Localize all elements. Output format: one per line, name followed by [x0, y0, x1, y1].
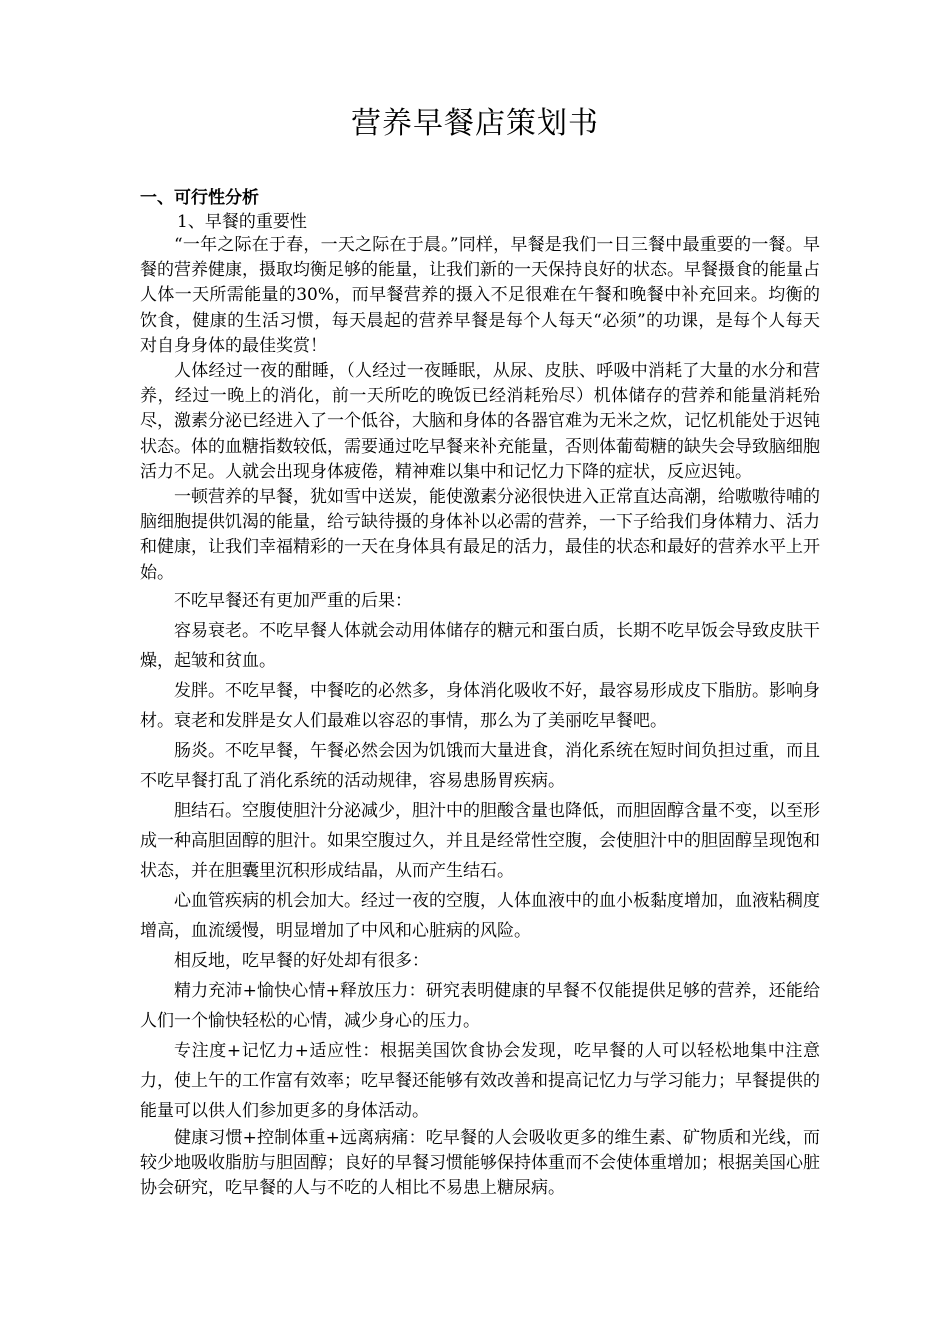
paragraph: 容易衰老。不吃早餐人体就会动用体储存的糖元和蛋白质，长期不吃早饭会导致皮肤干燥，起皱和贫血。	[140, 620, 820, 671]
subsection-heading: 1、早餐的重要性	[177, 212, 307, 232]
paragraph: 心血管疾病的机会加大。经过一夜的空腹，人体血液中的血小板黏度增加，血液粘稠度增高，血流缓慢，明显增加了中风和心脏病的风险。	[140, 890, 820, 941]
paragraph: 发胖。不吃早餐，中餐吃的必然多，身体消化吸收不好，最容易形成皮下脂肪。影响身材。衰老和发胖是女人们最难以容忍的事情，那么为了美丽吃早餐吧。	[140, 680, 820, 731]
paragraph: 不吃早餐还有更加严重的后果：	[174, 590, 412, 611]
paragraph: 相反地，吃早餐的好处却有很多：	[174, 950, 429, 971]
paragraph: 健康习惯+控制体重+远离病痛：吃早餐的人会吸收更多的维生素、矿物质和光线，而较少地吸收脂肪与胆固醇；良好的早餐习惯能够保持体重而不会使体重增加；根据美国心脏协会研究，吃早餐的人与不吃的人相比不易患上糖尿病。	[140, 1127, 820, 1199]
paragraph: 肠炎。不吃早餐，午餐必然会因为饥饿而大量进食，消化系统在短时间负担过重，而且不吃早餐打乱了消化系统的活动规律，容易患肠胃疾病。	[140, 740, 820, 791]
paragraph: 一顿营养的早餐，犹如雪中送炭，能使激素分泌很快进入正常直达高潮，给嗷嗷待哺的脑细胞提供饥渴的能量，给亏缺待摄的身体补以必需的营养，一下子给我们身体精力、活力和健康，让我们幸福精彩的一天在身体具有最足的活力，最佳的状态和最好的营养水平上开始。	[140, 487, 820, 583]
paragraph: “一年之际在于春，一天之际在于晨。”同样，早餐是我们一日三餐中最重要的一餐。早餐的营养健康，摄取均衡足够的能量，让我们新的一天保持良好的状态。早餐摄食的能量占人体一天所需能量的30%，而早餐营养的摄入不足很难在午餐和晚餐中补充回来。均衡的饮食，健康的生活习惯，每天晨起的营养早餐是每个人每天“必须”的功课，是每个人每天对自身身体的最佳奖赏！	[140, 235, 820, 356]
paragraph: 人体经过一夜的酣睡，（人经过一夜睡眠，从尿、皮肤、呼吸中消耗了大量的水分和营养，经过一晚上的消化，前一天所吃的晚饭已经消耗殆尽）机体储存的营养和能量消耗殆尽，激素分泌已经进入了一个低谷，大脑和身体的各器官难为无米之炊，记忆机能处于迟钝状态。体的血糖指数较低，需要通过吃早餐来补充能量，否则体葡萄糖的缺失会导致脑细胞活力不足。人就会出现身体疲倦，精神难以集中和记忆力下降的症状，反应迟钝。	[140, 361, 820, 482]
page-title: 营养早餐店策划书	[351, 106, 599, 141]
paragraph: 专注度+记忆力+适应性：根据美国饮食协会发现，吃早餐的人可以轻松地集中注意力，使上午的工作富有效率；吃早餐还能够有效改善和提高记忆力与学习能力；早餐提供的能量可以供人们参加更多的身体活动。	[140, 1040, 820, 1121]
section-heading: 一、可行性分析	[140, 188, 259, 208]
document-body	[140, 233, 820, 1201]
paragraph: 精力充沛+愉快心情+释放压力：研究表明健康的早餐不仅能提供足够的营养，还能给人们一个愉快轻松的心情，减少身心的压力。	[140, 980, 820, 1031]
paragraph: 胆结石。空腹使胆汁分泌减少，胆汁中的胆酸含量也降低，而胆固醇含量不变，以至形成一种高胆固醇的胆汁。如果空腹过久，并且是经常性空腹，会使胆汁中的胆固醇呈现饱和状态，并在胆囊里沉积形成结晶，从而产生结石。	[140, 800, 820, 881]
